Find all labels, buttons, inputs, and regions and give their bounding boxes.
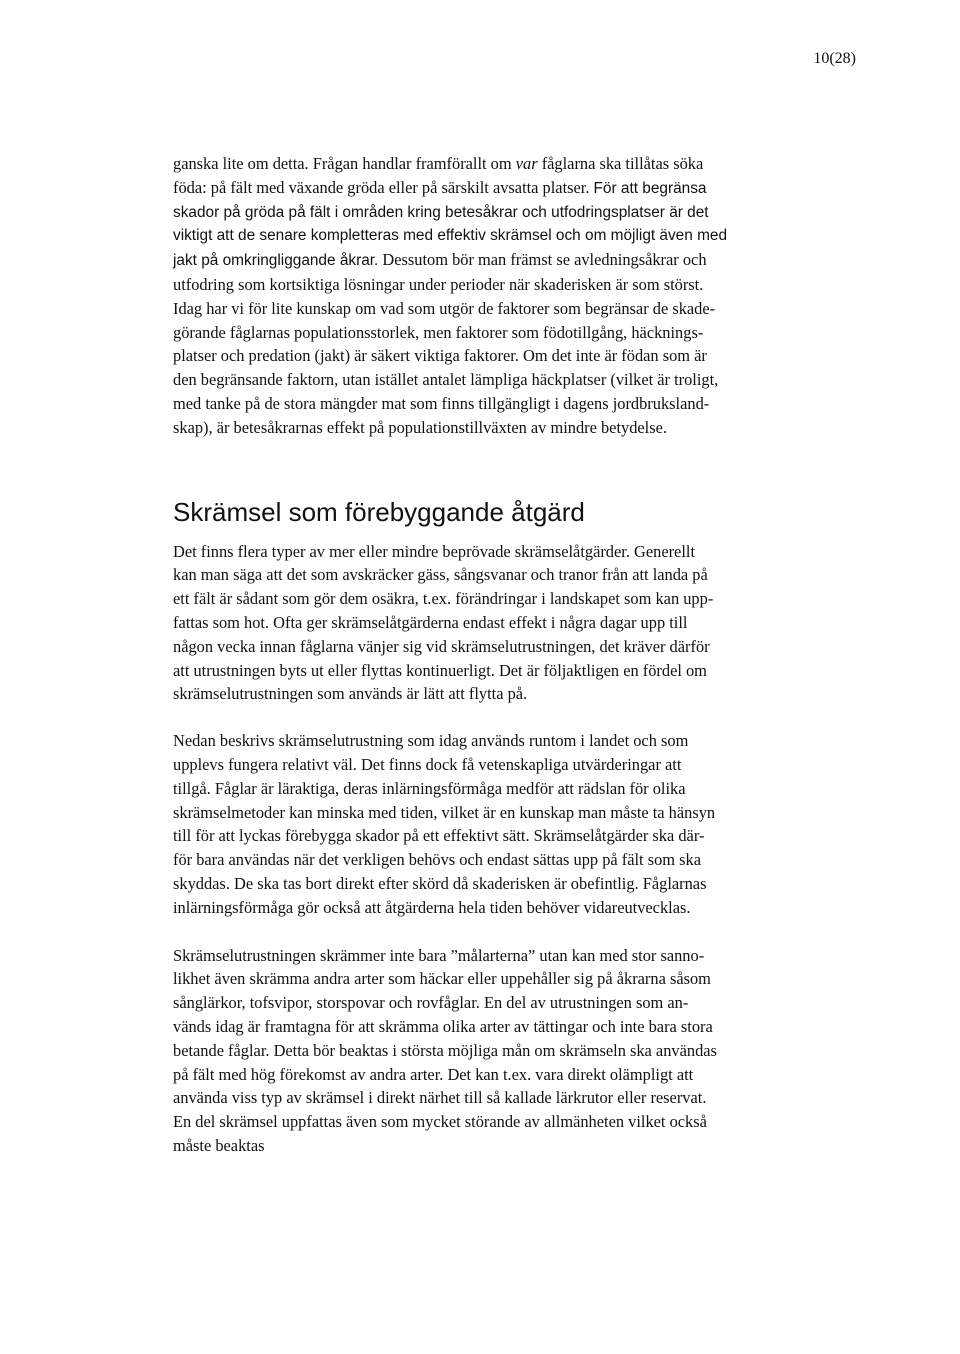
emphasis-var: var bbox=[515, 154, 538, 173]
text-line: skap), är betesåkrarnas effekt på populationstillväxten av mindre betydelse. bbox=[173, 417, 667, 437]
text-line: använda viss typ av skrämsel i direkt närhet till så kallade lärkrutor eller reservat. bbox=[173, 1088, 707, 1108]
text-line: betande fåglar. Detta bör beaktas i största möjliga mån om skrämseln ska användas bbox=[173, 1040, 717, 1060]
text-line: skador på gröda på fält i områden kring betesåkrar och utfodringsplatser är det bbox=[173, 203, 709, 221]
text-line: kan man säga att det som avskräcker gäss, sångsvanar och tranor från att landa på bbox=[173, 565, 708, 585]
text-line: viktigt att de senare kompletteras med effektiv skrämsel och om möjligt även med bbox=[173, 227, 728, 245]
text-line: utfodring som kortsiktiga lösningar under perioder när skaderisken är som störst. bbox=[173, 274, 704, 294]
text-line: Idag har vi för lite kunskap om vad som utgör de faktorer som begränsar de skade- bbox=[173, 298, 716, 318]
text-line: skrämselmetoder kan minska med tiden, vilket är en kunskap man måste ta hänsyn bbox=[173, 802, 716, 822]
text-line: skrämselutrustningen som används är lätt att flytta på. bbox=[173, 684, 528, 704]
text-line: Det finns flera typer av mer eller mindre beprövade skrämselåtgärder. Generellt bbox=[173, 541, 695, 561]
text-line: inlärningsförmåga gör också att åtgärderna hela tiden behöver vidareutvecklas. bbox=[173, 897, 691, 917]
paragraph-spacer bbox=[173, 706, 793, 729]
text-line: ganska lite om detta. Frågan handlar framförallt om var fåglarna ska tillåtas söka bbox=[173, 154, 704, 173]
text-line: Skrämselutrustningen skrämmer inte bara ”målarterna” utan kan med stor sanno- bbox=[173, 945, 705, 965]
text-line: måste beaktas bbox=[173, 1135, 265, 1155]
text-line: sånglärkor, tofsvipor, storspovar och rovfåglar. En del av utrustningen som an- bbox=[173, 993, 689, 1013]
section-heading: Skrämsel som förebyggande åtgärd bbox=[173, 496, 585, 527]
text-line: Nedan beskrivs skrämselutrustning som idag används runtom i landet och som bbox=[173, 731, 689, 751]
text-line: någon vecka innan fåglarna vänjer sig vid skrämselutrustningen, det kräver därför bbox=[173, 636, 710, 656]
paragraph-intro bbox=[173, 152, 793, 440]
text-line: föda: på fält med växande gröda eller på särskilt avsatta platser. För att begränsa bbox=[173, 177, 707, 197]
text-line: med tanke på de stora mängder mat som finns tillgängligt i dagens jordbruksland- bbox=[173, 393, 710, 413]
text-line: att utrustningen byts ut eller flyttas kontinuerligt. Det är följaktligen en fördel om bbox=[173, 660, 707, 680]
text-line: skyddas. De ska tas bort direkt efter skörd då skaderisken är obefintlig. Fåglarnas bbox=[173, 873, 707, 893]
page-content bbox=[173, 152, 793, 1158]
paragraph-skramsel bbox=[173, 540, 793, 707]
paragraph-malarter bbox=[173, 944, 793, 1158]
text-line: platser och predation (jakt) är säkert viktiga faktorer. Om det inte är födan som är bbox=[173, 346, 707, 366]
text-line: den begränsande faktorn, utan istället antalet lämpliga häckplatser (vilket är troligt, bbox=[173, 370, 719, 390]
page-number: 10(28) bbox=[813, 50, 856, 67]
text-line: En del skrämsel uppfattas även som mycket störande av allmänheten vilket också bbox=[173, 1112, 707, 1132]
text-line: ett fält är sådant som gör dem osäkra, t.ex. förändringar i landskapet som kan upp- bbox=[173, 589, 714, 609]
text-line: görande fåglarnas populationsstorlek, men faktorer som födotillgång, häcknings- bbox=[173, 322, 704, 342]
paragraph-spacer bbox=[173, 920, 793, 944]
paragraph-utrustning bbox=[173, 729, 793, 919]
text-line: tillgå. Fåglar är läraktiga, deras inlärningsförmåga medför att rädslan för olika bbox=[173, 778, 686, 798]
text-line: jakt på omkringliggande åkrar. Dessutom bör man främst se avledningsåkrar och bbox=[173, 250, 707, 270]
text-line: på fält med hög förekomst av andra arter. Det kan t.ex. vara direkt olämpligt att bbox=[173, 1064, 694, 1084]
text-line: fattas som hot. Ofta ger skrämselåtgärderna endast effekt i några dagar upp till bbox=[173, 612, 688, 632]
text-line: likhet även skrämma andra arter som häckar eller uppehåller sig på åkrarna såsom bbox=[173, 969, 711, 989]
text-line: för bara användas när det verkligen behövs och endast sättas upp på fält som ska bbox=[173, 850, 701, 870]
text-line: upplevs fungera relativt väl. Det finns dock få vetenskapliga utvärderingar att bbox=[173, 754, 682, 774]
text-line: till för att lyckas förebygga skador på ett effektivt sätt. Skrämselåtgärder ska där- bbox=[173, 826, 705, 846]
text-line: vänds idag är framtagna för att skrämma olika arter av tättingar och inte bara stora bbox=[173, 1016, 713, 1036]
